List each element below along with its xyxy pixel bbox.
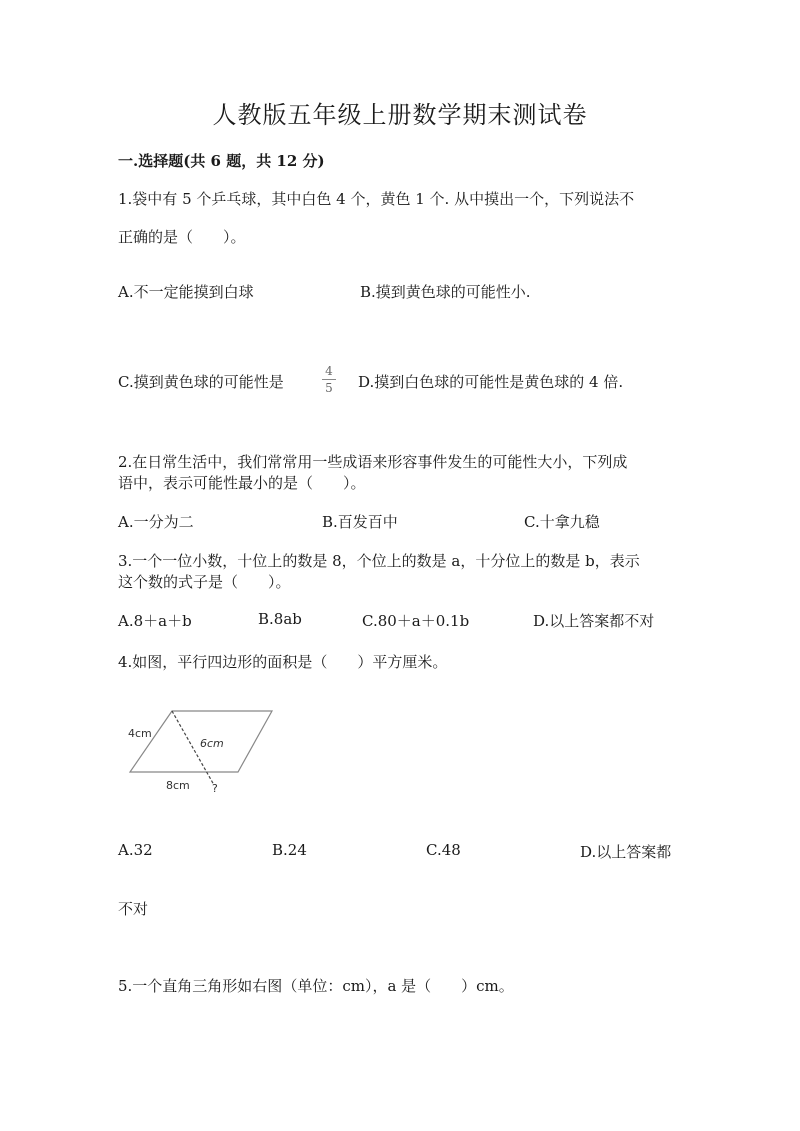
question-1-line-1: 1.袋中有 5 个乒乓球，其中白色 4 个，黄色 1 个. 从中摸出一个，下列说法不 [118, 190, 635, 208]
fraction-four-fifths [322, 364, 336, 395]
section-heading: 一.选择题(共 6 题，共 12 分) [118, 152, 325, 170]
question-1-option-d: D.摸到白色球的可能性是黄色球的 4 倍. [358, 373, 624, 391]
unknown-length-label: ? [212, 782, 218, 795]
fraction-denominator: 5 [325, 381, 333, 395]
fraction-bar [322, 379, 336, 380]
question-4-option-d-continued: 不对 [118, 900, 149, 918]
question-4-option-a: A.32 [118, 841, 153, 859]
fraction-numerator: 4 [325, 364, 333, 378]
question-4-option-b: B.24 [272, 841, 307, 859]
question-1-line-2: 正确的是（ ）。 [118, 228, 246, 246]
question-2-line-2: 语中，表示可能性最小的是（ ）。 [118, 474, 366, 492]
base-length-label: 8cm [166, 779, 190, 792]
question-5-line-1: 5.一个直角三角形如右图（单位：cm），a 是（ ）cm。 [118, 977, 514, 995]
question-3-option-c: C.80＋a＋0.1b [362, 612, 470, 630]
question-1-option-b: B.摸到黄色球的可能性小. [360, 283, 531, 301]
parallelogram-figure [120, 700, 290, 800]
question-4-line-1: 4.如图，平行四边形的面积是（ ）平方厘米。 [118, 653, 448, 671]
side-length-label: 4cm [128, 727, 152, 740]
question-3-option-b: B.8ab [258, 610, 302, 628]
question-1-option-c: C.摸到黄色球的可能性是 [118, 373, 284, 391]
question-3-line-2: 这个数的式子是（ ）。 [118, 573, 291, 591]
question-4-option-c: C.48 [426, 841, 461, 859]
question-2-line-1: 2.在日常生活中，我们常常用一些成语来形容事件发生的可能性大小，下列成 [118, 453, 628, 471]
question-3-line-1: 3.一个一位小数，十位上的数是 8，个位上的数是 a，十分位上的数是 b，表示 [118, 552, 640, 570]
question-2-option-c: C.十拿九稳 [524, 513, 600, 531]
question-4-option-d: D.以上答案都 [580, 843, 672, 861]
question-2-option-a: A.一分为二 [118, 513, 194, 531]
question-3-option-d: D.以上答案都不对 [533, 612, 655, 630]
diagonal-length-label: 6cm [200, 737, 224, 750]
question-1-option-a: A.不一定能摸到白球 [118, 283, 254, 301]
question-3-option-a: A.8＋a＋b [118, 612, 192, 630]
question-2-option-b: B.百发百中 [322, 513, 398, 531]
page-title: 人教版五年级上册数学期末测试卷 [212, 101, 588, 129]
